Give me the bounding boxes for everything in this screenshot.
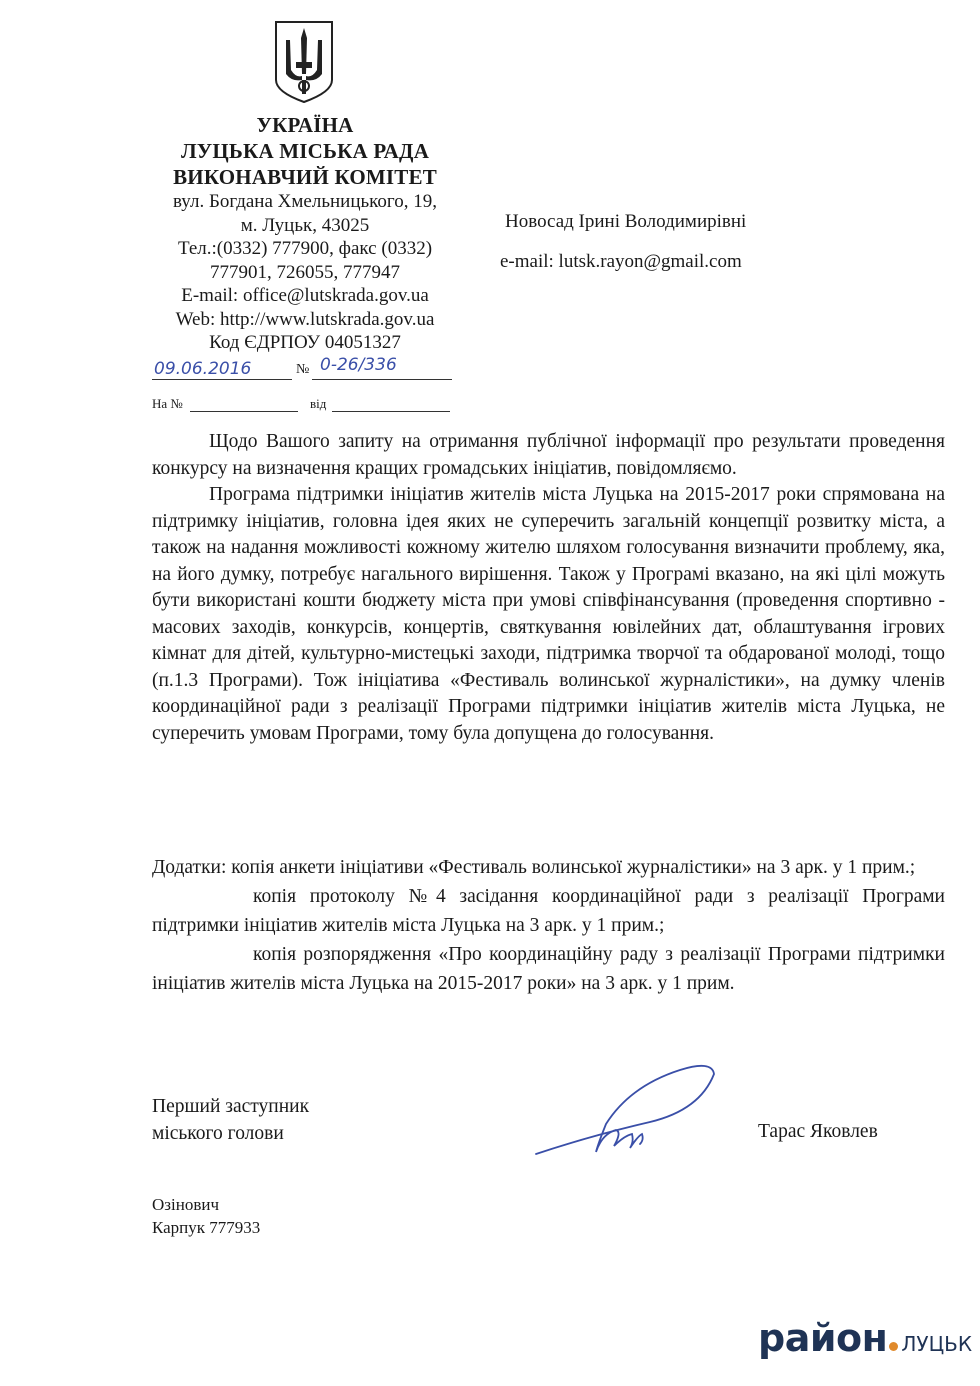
signatory-name: Тарас Яковлев: [758, 1121, 878, 1142]
registration-row: [152, 355, 452, 383]
logo-brand: район: [758, 1316, 888, 1360]
email-line: E-mail: office@lutskrada.gov.ua: [181, 285, 429, 306]
registration-date: 09.06.2016: [154, 359, 252, 379]
recipient-email: e-mail: lutsk.rayon@gmail.com: [500, 251, 742, 272]
signatory-position: [152, 1094, 309, 1147]
country-title: УКРАЇНА: [256, 113, 354, 137]
edrpou-line: Код ЄДРПОУ 04051327: [209, 332, 401, 353]
reply-reference-row: [152, 396, 452, 416]
council-title: ЛУЦЬКА МІСЬКА РАДА: [180, 139, 430, 163]
attachment-item: копія розпорядження «Про координаційну раду з реалізації Програми підтримки ініціатив жителів міста Луцька на 2015-2017 роки» на 3 арк. у 1 прим.: [152, 944, 945, 994]
attachment-item: Додатки: копія анкети ініціативи «Фестиваль волинської журналістики» на 3 арк. у 1 прим.;: [152, 857, 916, 878]
position-line: міського голови: [152, 1122, 284, 1144]
logo-dot-icon: [889, 1342, 898, 1351]
from-label: від: [310, 396, 327, 411]
recipient-name: Новосад Ірині Володимирівні: [505, 211, 747, 232]
body-paragraph: Програма підтримки ініціатив жителів міста Луцька на 2015-2017 роки спрямована на підтримку ініціатив, головна ідея яких не суперечить загальній концепції розвитку міста, а також на надання можливості кожному жителю шляхом голосування визначити проблему, яка, на його думку, потребує нагального вирішення. Також у Програмі вказано, на які цілі можуть бути використані кошти бюджету міста при умові співфінансування (проведення спортивно - масових заходів, конкурсів, концертів, святкування ювілейних дат, облаштування ігрових кімнат для дітей, культурно-мистецькі заходи, підтримка творчої та обдарованої молоді, тощо (п.1.3 Програми). Тож ініціатива «Фестиваль волинської журналістики», на думку членів координаційної ради з реалізації Програми підтримки ініціатив жителів міста Луцька, не суперечить умовам Програми, тому була допущена до голосування.: [152, 484, 945, 744]
number-underline: [312, 379, 452, 380]
position-line: Перший заступник: [152, 1096, 310, 1117]
reply-date-blank: [332, 411, 450, 412]
rayon-lutsk-logo: [758, 1316, 972, 1366]
letterhead: [140, 112, 470, 355]
attachments-list: [152, 853, 945, 998]
executor-block: [152, 1193, 260, 1239]
registration-number: 0-26/336: [320, 355, 397, 375]
recipient-block: [500, 202, 747, 282]
committee-title: ВИКОНАВЧИЙ КОМІТЕТ: [173, 165, 437, 189]
body-paragraph: Щодо Вашого запиту на отримання публічної інформації про результати проведення конкурсу на визначення кращих громадських ініціатив, повідомляємо.: [152, 431, 945, 479]
date-underline: [152, 379, 292, 380]
phone-line: Тел.:(0332) 777900, факс (0332): [177, 238, 433, 259]
executor-contact: Карпук 777933: [152, 1218, 261, 1237]
letter-body: [152, 429, 945, 747]
address-line: вул. Богдана Хмельницького, 19,: [172, 191, 437, 212]
logo-city: ЛУЦЬК: [901, 1332, 973, 1356]
attachment-item: копія протоколу №4 засідання координаційної ради з реалізації Програми підтримки ініціатив жителів міста Луцька на 3 арк. у 1 прим.;: [152, 886, 945, 936]
coat-of-arms-trident-icon: [272, 18, 336, 104]
web-line: Web: http://www.lutskrada.gov.ua: [175, 308, 435, 330]
handwritten-signature-icon: [530, 1064, 720, 1164]
number-label: №: [296, 362, 310, 377]
reply-to-label: На №: [152, 396, 183, 411]
city-line: м. Луцьк, 43025: [240, 214, 370, 236]
phone-line-2: 777901, 726055, 777947: [210, 261, 400, 283]
executor-name: Озінович: [152, 1195, 219, 1214]
reply-number-blank: [190, 411, 298, 412]
